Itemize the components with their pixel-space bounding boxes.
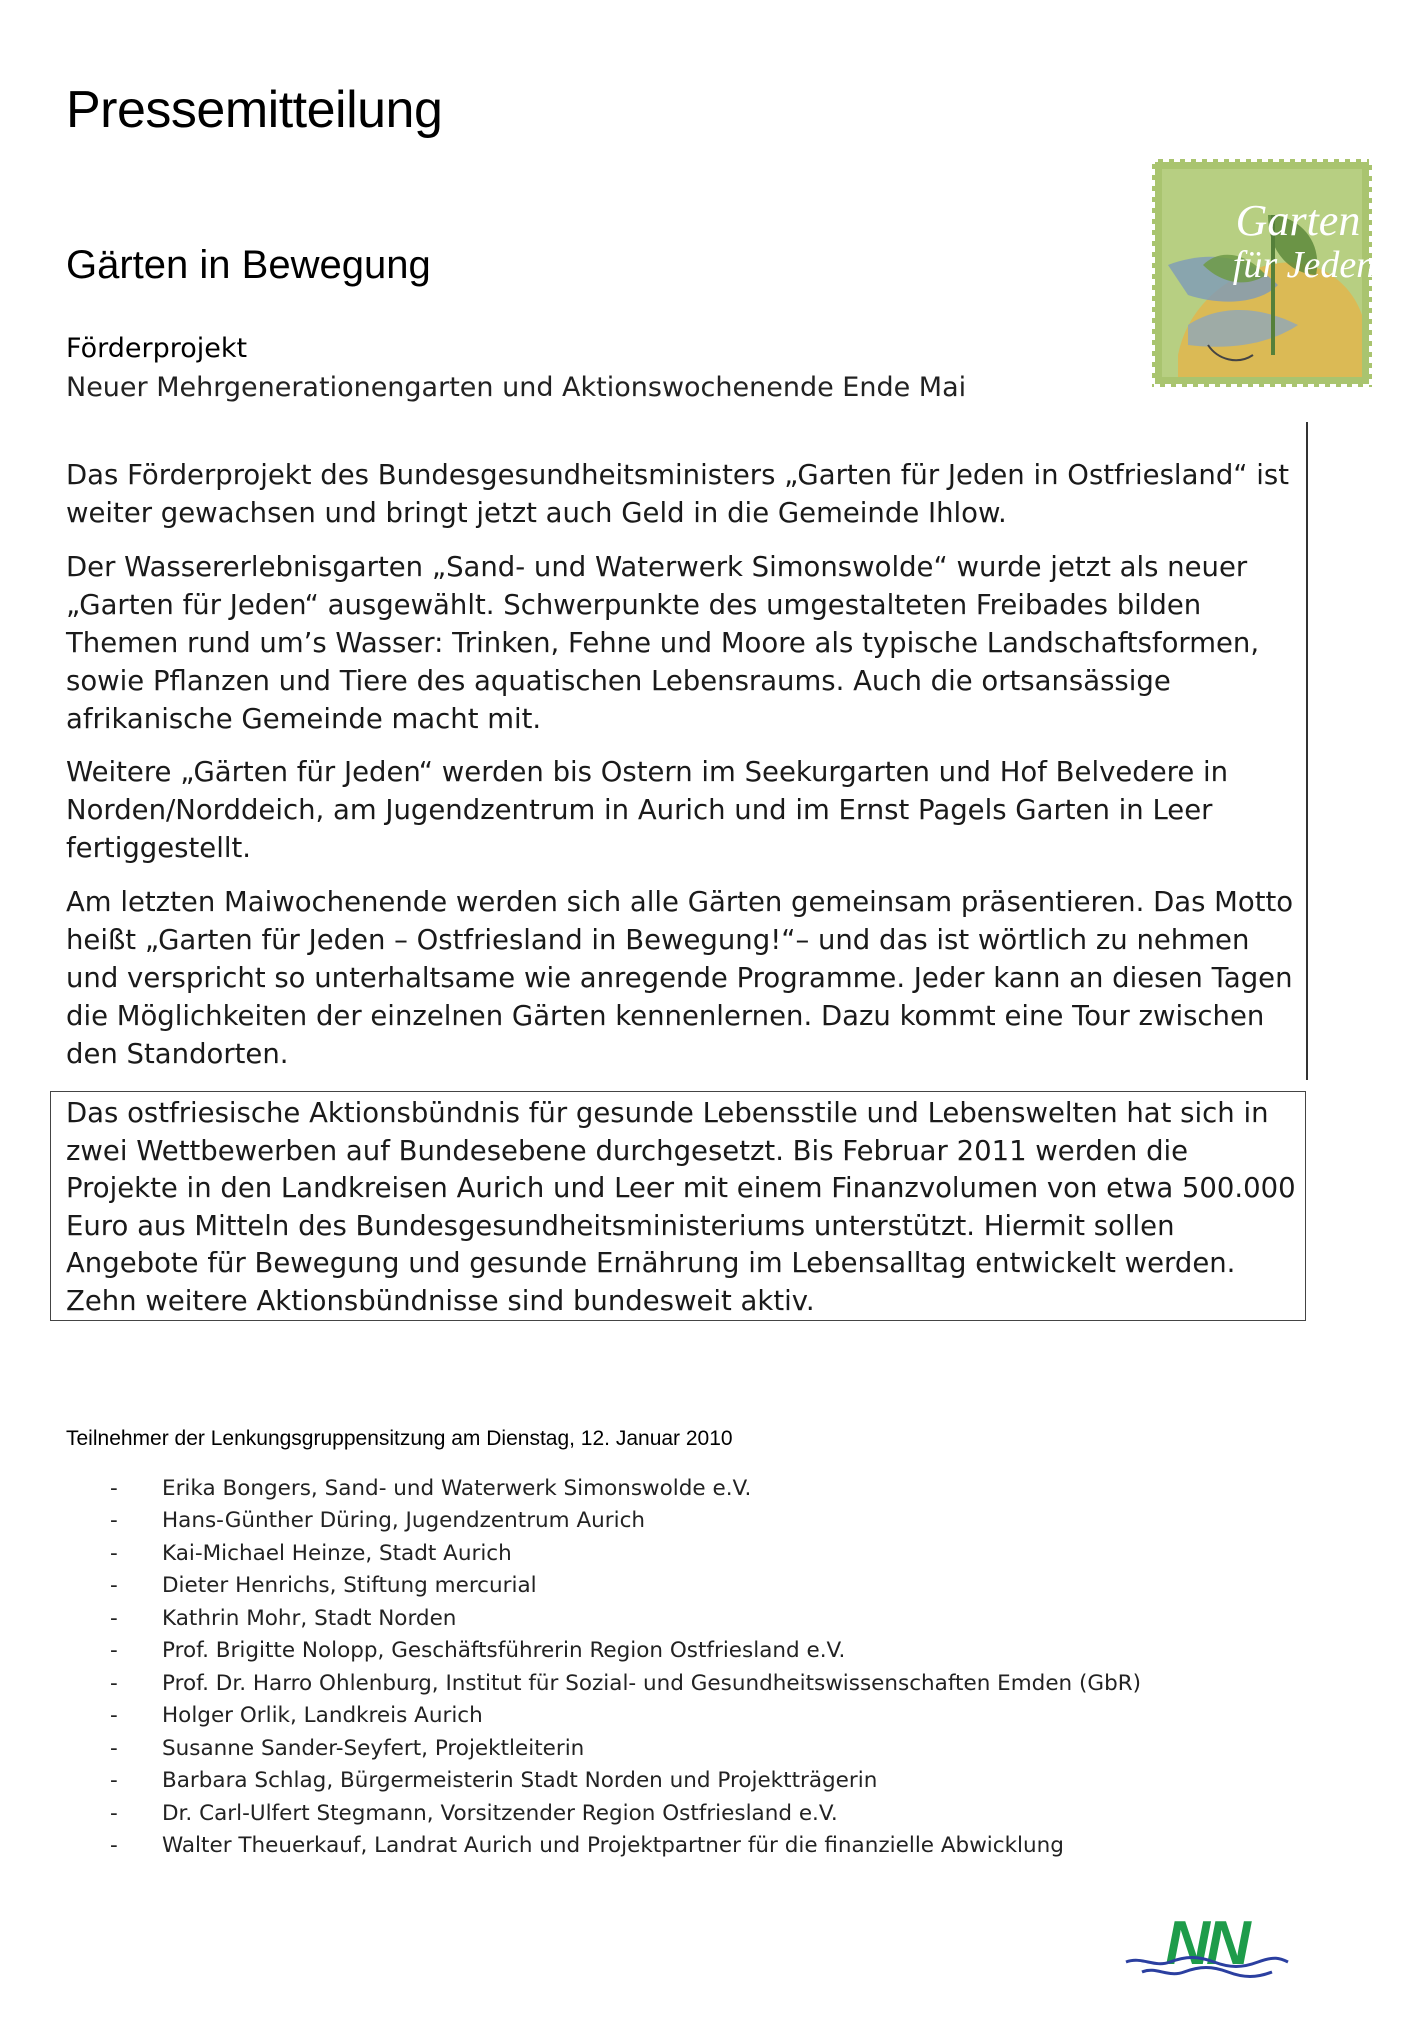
list-bullet: -: [110, 1540, 118, 1566]
list-bullet: -: [110, 1735, 118, 1761]
participants-heading: Teilnehmer der Lenkungsgruppensitzung am Dienstag, 12. Januar 2010: [66, 1427, 733, 1450]
margin-rule: [1306, 422, 1308, 1080]
participant-name: Walter Theuerkauf, Landrat Aurich und Projektpartner für die finanzielle Abwicklung: [162, 1833, 1064, 1859]
nn-logo: [1122, 1908, 1290, 1986]
nn-logo-graphic: [1122, 1908, 1290, 1986]
list-item: [110, 1505, 1141, 1538]
participant-name: Susanne Sander-Seyfert, Projektleiterin: [162, 1735, 585, 1761]
list-bullet: -: [110, 1670, 118, 1696]
list-bullet: -: [110, 1605, 118, 1631]
list-item: [110, 1765, 1141, 1798]
list-item: [110, 1732, 1141, 1765]
participant-name: Dr. Carl-Ulfert Stegmann, Vorsitzender Region Ostfriesland e.V.: [162, 1800, 838, 1826]
list-bullet: -: [110, 1800, 118, 1826]
list-item: [110, 1635, 1141, 1668]
participant-name: Barbara Schlag, Bürgermeisterin Stadt Norden und Projektträgerin: [162, 1768, 878, 1794]
nn-logo-text: NN: [1165, 1909, 1247, 1978]
participant-name: Kathrin Mohr, Stadt Norden: [162, 1605, 457, 1631]
list-bullet: -: [110, 1833, 118, 1859]
participant-name: Kai-Michael Heinze, Stadt Aurich: [162, 1540, 512, 1566]
participant-name: Prof. Brigitte Nolopp, Geschäftsführerin Region Ostfriesland e.V.: [162, 1638, 846, 1664]
article-subline: Neuer Mehrgenerationengarten und Aktionswochenende Ende Mai: [66, 372, 967, 403]
article-subtitle: Förderprojekt: [66, 333, 248, 364]
participant-name: Hans-Günther Düring, Jugendzentrum Aurich: [162, 1508, 646, 1534]
list-item: [110, 1472, 1141, 1505]
list-bullet: -: [110, 1573, 118, 1599]
garten-logo-line1: Garten: [1235, 196, 1361, 245]
document-title: Pressemitteilung: [66, 81, 443, 139]
list-item: [110, 1602, 1141, 1635]
list-item: [110, 1537, 1141, 1570]
list-item: [110, 1830, 1141, 1863]
participant-name: Holger Orlik, Landkreis Aurich: [162, 1703, 483, 1729]
article-paragraph: Am letzten Maiwochenende werden sich alle Gärten gemeinsam präsentieren. Das Motto heißt „Garten für Jeden – Ostfriesland in Bewegung!“– und das ist wörtlich zu nehmen und verspricht so unterhaltsame wie anregende Programme. Jeder kann an diesen Tagen die Möglichkeiten der einzelnen Gärten kennenlernen. Dazu kommt eine Tour zwischen den Standorten.: [66, 886, 1294, 1070]
garten-fuer-jeden-logo: [1148, 155, 1376, 391]
participants-list: [110, 1472, 1141, 1862]
article-headline: Gärten in Bewegung: [66, 243, 431, 287]
participant-name: Prof. Dr. Harro Ohlenburg, Institut für Sozial- und Gesundheitswissenschaften Emden (GbR): [162, 1670, 1142, 1696]
article-paragraph: Das Förderprojekt des Bundesgesundheitsministers „Garten für Jeden in Ostfriesland“ ist weiter gewachsen und bringt jetzt auch Geld in die Gemeinde Ihlow.: [66, 459, 1290, 529]
participant-name: Erika Bongers, Sand- und Waterwerk Simonswolde e.V.: [162, 1475, 752, 1501]
list-bullet: -: [110, 1475, 118, 1501]
info-box-text: Das ostfriesische Aktionsbündnis für gesunde Lebensstile und Lebenswelten hat sich in zwei Wettbewerben auf Bundesebene durchgesetzt. Bis Februar 2011 werden die Projekte in den Landkreisen Aurich und Leer mit einem Finanzvolumen von etwa 500.000 Euro aus Mitteln des Bundesgesundheitsministeriums unterstützt. Hiermit sollen Angebote für Bewegung und gesunde Ernährung im Lebensalltag entwickelt werden. Zehn weitere Aktionsbündnisse sind bundesweit aktiv.: [66, 1097, 1296, 1317]
list-item: [110, 1570, 1141, 1603]
article-paragraph: Weitere „Gärten für Jeden“ werden bis Ostern im Seekurgarten und Hof Belvedere in Norden/Norddeich, am Jugendzentrum in Aurich und im Ernst Pagels Garten in Leer fertiggestellt.: [66, 756, 1229, 864]
list-bullet: -: [110, 1638, 118, 1664]
list-bullet: -: [110, 1508, 118, 1534]
list-bullet: -: [110, 1703, 118, 1729]
garten-logo-line2: für Jeden: [1232, 244, 1376, 286]
list-item: [110, 1797, 1141, 1830]
list-item: [110, 1700, 1141, 1733]
article-paragraph: Der Wassererlebnisgarten „Sand- und Waterwerk Simonswolde“ wurde jetzt als neuer „Garten für Jeden“ ausgewählt. Schwerpunkte des umgestalteten Freibades bilden Themen rund um’s Wasser: Trinken, Fehne und Moore als typische Landschaftsformen, sowie Pflanzen und Tiere des aquatischen Lebensraums. Auch die ortsansässige afrikanische Gemeinde macht mit.: [66, 551, 1260, 735]
participant-name: Dieter Henrichs, Stiftung mercurial: [162, 1573, 537, 1599]
garten-logo-graphic: [1148, 155, 1376, 391]
list-item: [110, 1667, 1141, 1700]
list-bullet: -: [110, 1768, 118, 1794]
